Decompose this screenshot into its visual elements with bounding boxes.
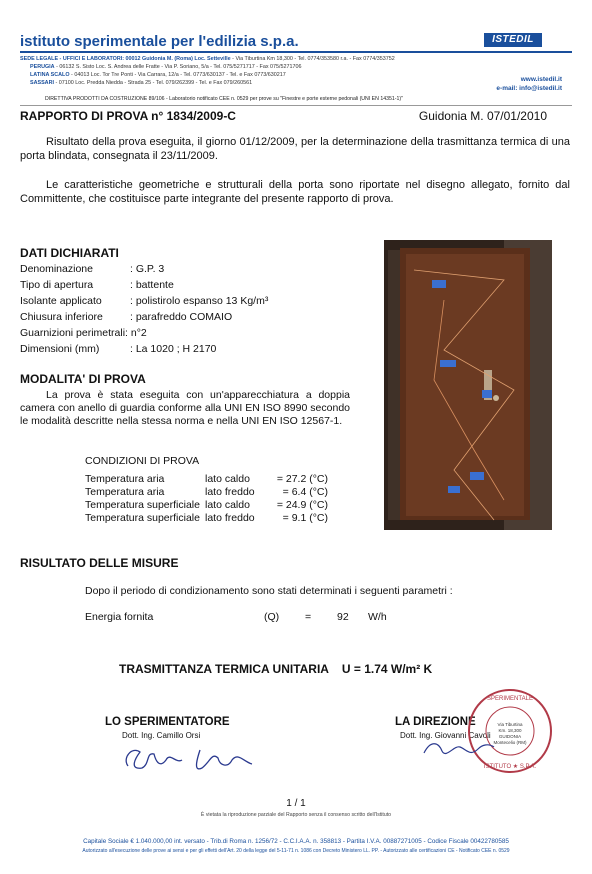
energy-unit: W/h — [368, 611, 387, 623]
condition-row: Temperatura superficiale lato freddo = 9.1 (°C) — [85, 512, 328, 524]
sassari-address: - 07100 Loc. Predda Niedda - Strada 25 - Tel. 079/262399 - Tel. e Fax 079/260561 — [55, 80, 253, 86]
misure-intro: Dopo il periodo di condizionamento sono stati determinati i seguenti parametri : — [85, 585, 453, 597]
door-photo — [384, 240, 552, 530]
header-address-perugia — [30, 64, 302, 70]
header-rule — [20, 105, 572, 106]
perugia-label: PERUGIA — [30, 64, 55, 70]
spec-row — [20, 343, 216, 355]
direzione-name: Dott. Ing. Giovanni Cavoli — [400, 731, 491, 740]
sperimentatore-name: Dott. Ing. Camillo Orsi — [122, 731, 201, 740]
dati-dichiarati-title: DATI DICHIARATI — [20, 246, 119, 260]
spec-label: Chiusura inferiore — [20, 311, 103, 323]
spec-row — [20, 327, 147, 339]
report-date: Guidonia M. 07/01/2010 — [418, 109, 547, 123]
description-paragraph: Le caratteristiche geometriche e strutturali della porta sono riportate nel disegno allegato, fornito dal Committente, che costituisce parte integrante del presente rapporto di prova. — [20, 179, 570, 205]
direzione-signature — [420, 735, 500, 765]
header-address-latina — [30, 72, 286, 78]
spec-value: : polistirolo espanso 13 Kg/m³ — [130, 295, 269, 307]
sede-address: - Via Tiburtina Km 18,300 - Tel. 0774/353580 r.a. - Fax 0774/353752 — [232, 56, 395, 62]
condition-row: Temperatura superficiale lato caldo = 24.9 (°C) — [85, 499, 328, 511]
modalita-text: La prova è stata eseguita con un'apparecchiatura a doppia camera con anello di guardia conforme alla UNI EN ISO 8990 secondo le modalità descritte nella stessa norma e nella UNI EN ISO 12567-1. — [20, 389, 350, 427]
svg-text:GUIDONIA: GUIDONIA — [498, 734, 522, 739]
spec-row — [20, 311, 232, 323]
sede-label: SEDE LEGALE - UFFICI E LABORATORI: 00012 Guidonia M. (Roma) Loc. Setteville — [20, 56, 231, 62]
energy-equals: = — [305, 611, 312, 623]
report-title: RAPPORTO DI PROVA n° 1834/2009-C — [20, 109, 236, 123]
spec-value: : G.P. 3 — [130, 263, 165, 275]
direttiva-line: DIRETTIVA PRODOTTI DA COSTRUZIONE 89/106 - Laboratorio notificato CEE n. 0529 per prove su "Finestre e porte esterne pedonali (UNI EN 14351-1)" — [45, 96, 403, 102]
page-number: 1 / 1 — [286, 798, 306, 809]
risultato-title: RISULTATO DELLE MISURE — [20, 556, 179, 570]
svg-text:SPERIMENTALE: SPERIMENTALE — [487, 696, 533, 702]
company-name: istituto sperimentale per l'edilizia s.p.a. — [20, 33, 299, 50]
spec-label: Dimensioni (mm) — [20, 343, 100, 355]
spec-label: Denominazione — [20, 263, 93, 275]
svg-text:Montecelio (RM): Montecelio (RM) — [493, 740, 527, 745]
spec-row — [20, 279, 174, 291]
spec-label: Tipo di apertura — [20, 279, 94, 291]
istedil-logo: ISTEDIL — [484, 33, 542, 47]
svg-text:Via Tiburtina: Via Tiburtina — [497, 722, 523, 727]
condition-row: Temperatura aria lato caldo = 27.2 (°C) — [85, 473, 328, 485]
spec-row — [20, 295, 268, 307]
condition-row: Temperatura aria lato freddo = 6.4 (°C) — [85, 486, 328, 498]
header-address-sassari — [30, 80, 252, 86]
energy-label: Energia fornita — [85, 611, 154, 623]
door-photo-svg — [384, 240, 552, 530]
condizioni-title: CONDIZIONI DI PROVA — [85, 455, 200, 467]
svg-text:ISTITUTO ★ S.P.A.: ISTITUTO ★ S.P.A. — [483, 764, 537, 770]
spec-row — [20, 263, 164, 275]
spec-label: Guarnizioni perimetrali — [20, 327, 126, 339]
sassari-label: SASSARI — [30, 80, 54, 86]
latina-label: LATINA SCALO — [30, 72, 70, 78]
website-link[interactable]: www.istedil.it — [520, 76, 562, 83]
energy-symbol: (Q) — [264, 611, 280, 623]
perugia-address: - 06132 S. Sisto Loc. S. Andrea delle Fratte - Via P. Soriano, 5/a - Tel. 075/5271717 - Fax 075/5271706 — [56, 64, 302, 70]
svg-text:Km. 18,300: Km. 18,300 — [498, 728, 522, 733]
intro-paragraph: Risultato della prova eseguita, il giorno 01/12/2009, per la determinazione della trasmittanza termica di una porta blindata, consegnata il 23/11/2009. — [20, 136, 570, 162]
footer-company-info: Capitale Sociale € 1.040.000,00 int. versato - Trib.di Roma n. 1256/72 - C.C.I.A.A. n. 358813 - Partita I.V.A. 00887271005 - Codice Fiscale 00422780585 — [83, 838, 509, 845]
reproduction-note: È vietata la riproduzione parziale del Rapporto senza il consenso scritto dell'Istituto — [200, 812, 392, 818]
energy-value: 92 — [337, 611, 349, 623]
footer-authorization: Autorizzato all'esecuzione delle prove ai sensi e per gli effetti dell'Art. 20 della legge del 5-11-71 n. 1086 con Decreto Ministero LL. PP. - Autorizzato alle certificazioni CE - Notificato CEE n. 0529 — [82, 848, 510, 854]
sperimentatore-signature — [120, 738, 270, 783]
latina-address: - 04013 Loc. Tor Tre Ponti - Via Carrara, 12/a - Tel. 0773/630137 - Tel. e Fax 0773/630217 — [71, 72, 286, 78]
spec-value: : La 1020 ; H 2170 — [130, 343, 217, 355]
header-address-sede — [20, 56, 395, 62]
header-divider — [20, 51, 572, 53]
trasmittanza-result: TRASMITTANZA TERMICA UNITARIA U = 1.74 W/m² K — [119, 662, 433, 676]
spec-value: : n°2 — [125, 327, 147, 339]
istituto-stamp — [465, 686, 555, 781]
modalita-title: MODALITA' DI PROVA — [20, 372, 146, 386]
direzione-title: LA DIREZIONE — [395, 716, 476, 728]
email-link[interactable]: e-mail: info@istedil.it — [496, 85, 562, 92]
sperimentatore-title: LO SPERIMENTATORE — [105, 716, 230, 728]
spec-value: : battente — [130, 279, 174, 291]
spec-value: : parafreddo COMAIO — [130, 311, 233, 323]
spec-label: Isolante applicato — [20, 295, 102, 307]
